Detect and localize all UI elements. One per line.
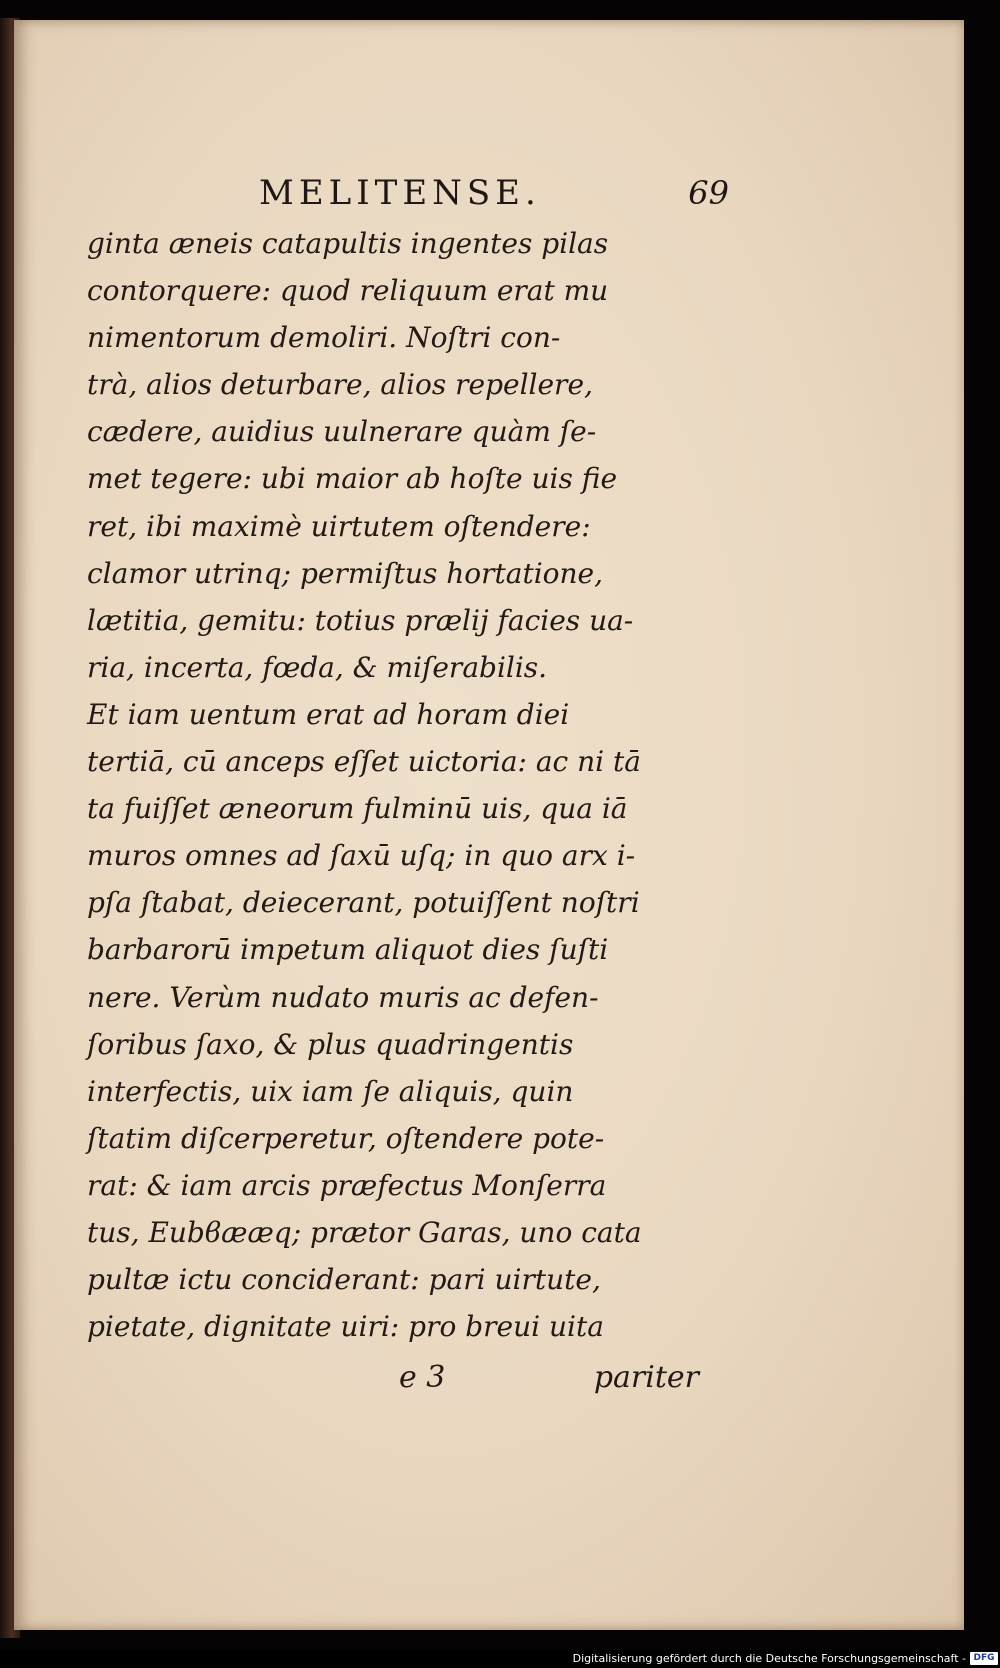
text-line: ſtatim diſcerperetur, oſtendere pote- bbox=[87, 1121, 605, 1155]
text-line: ſoribus ſaxo, & plus quadringentis bbox=[87, 1027, 574, 1061]
dfg-logo-icon: DFG bbox=[970, 1652, 998, 1665]
text-line: ret, ibi maximè uirtutem oſtendere: bbox=[87, 509, 591, 543]
text-line: rat: & iam arcis præfectus Monſerra bbox=[87, 1168, 607, 1202]
text-line: cædere, auidius uulnerare quàm ſe- bbox=[87, 415, 597, 449]
text-line: nere. Verùm nudato muris ac defen- bbox=[87, 980, 599, 1014]
signature-mark: e 3 bbox=[399, 1360, 446, 1395]
text-line: tertiā, cū anceps eſſet uictoria: ac ni tā bbox=[87, 745, 641, 779]
text-line: tus, Eubϐææq; prætor Garas, uno cata bbox=[87, 1215, 642, 1249]
page-footer-line bbox=[399, 1360, 699, 1410]
text-line: ginta æneis catapultis ingentes pilas bbox=[87, 227, 609, 260]
text-line: pſa ſtabat, deiecerant, potuiſſent noſtri bbox=[87, 886, 640, 920]
page-header bbox=[259, 168, 729, 218]
text-line: pultæ ictu conciderant: pari uirtute, bbox=[87, 1263, 601, 1297]
text-line: clamor utrinq; permiſtus hortatione, bbox=[87, 556, 604, 590]
text-line: trà, alios deturbare, alios repellere, bbox=[87, 368, 593, 402]
text-line: lætitia, gemitu: totius prælij facies ua- bbox=[87, 603, 634, 637]
text-line: ta fuiſſet æneorum fulminū uis, qua iā bbox=[87, 792, 628, 826]
text-line: met tegere: ubi maior ab hoſte uis fie bbox=[87, 462, 618, 496]
text-line: muros omnes ad ſaxū uſq; in quo arx i- bbox=[87, 839, 636, 873]
text-line: nimentorum demoliri. Noſtri con- bbox=[87, 321, 561, 355]
digitization-credit: Digitalisierung gefördert durch die Deutsche Forschungsgemeinschaft - bbox=[572, 1652, 966, 1665]
page-number: 69 bbox=[688, 174, 729, 212]
text-line: pietate, dignitate uiri: pro breui uita bbox=[87, 1310, 604, 1344]
text-line: barbarorū impetum aliquot dies ſuſti bbox=[87, 933, 609, 967]
text-line: interfectis, uix iam ſe aliquis, quin bbox=[87, 1074, 574, 1108]
text-line: ria, incerta, fœda, & miſerabilis. bbox=[87, 650, 548, 684]
text-line: Et iam uentum erat ad horam diei bbox=[87, 697, 570, 731]
running-title: MELITENSE. bbox=[259, 173, 541, 213]
text-line: contorquere: quod reliquum erat mu bbox=[87, 274, 609, 308]
book-page bbox=[14, 20, 964, 1630]
body-text bbox=[87, 220, 727, 1350]
catchword: pariter bbox=[593, 1360, 699, 1395]
